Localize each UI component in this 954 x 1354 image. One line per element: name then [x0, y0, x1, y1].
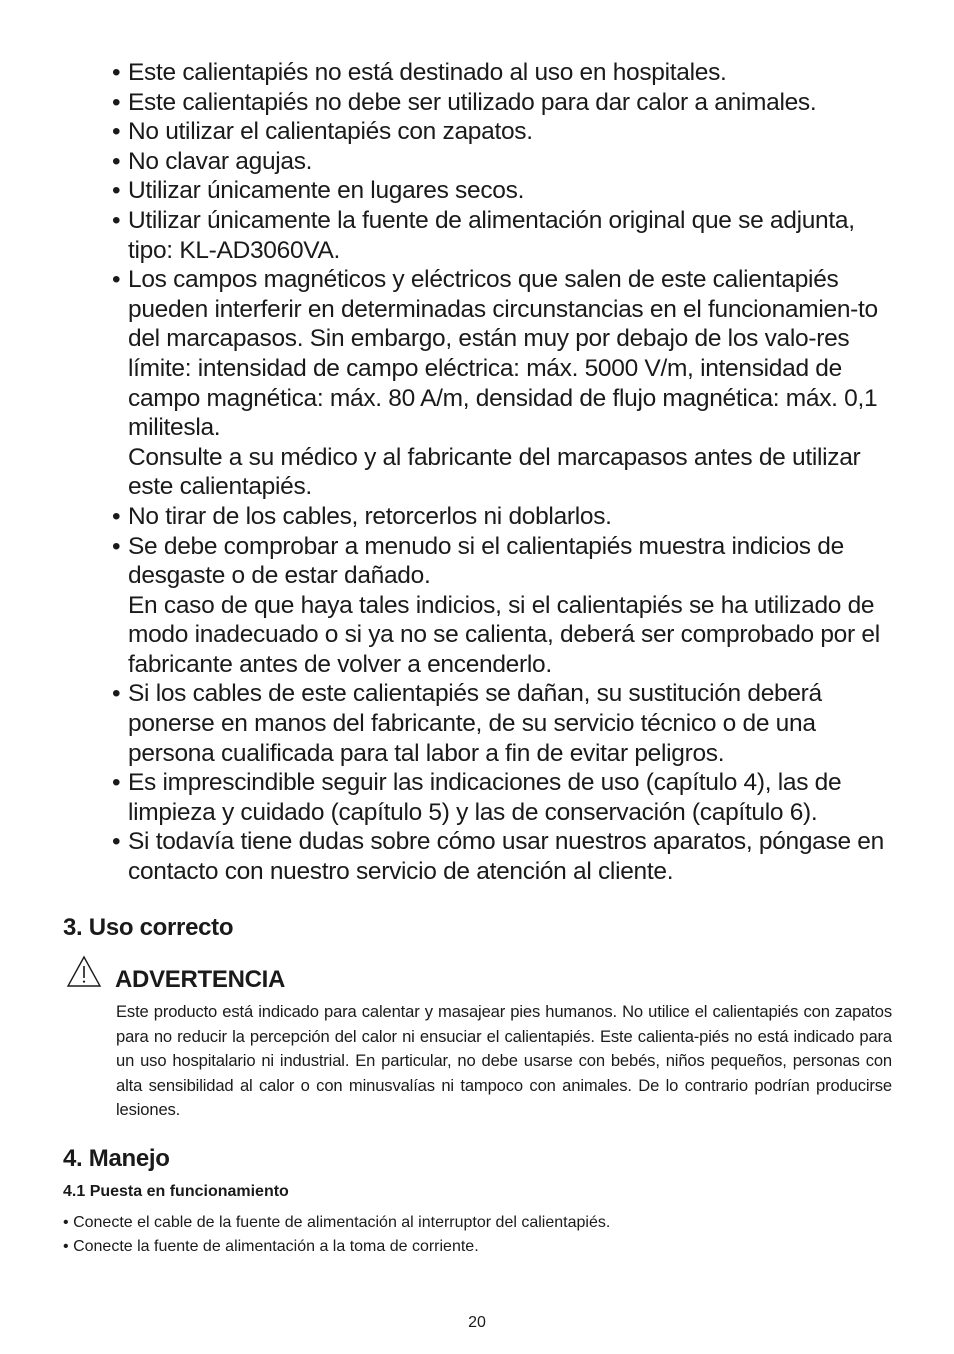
- safety-bullet-list: [112, 58, 902, 887]
- bullet-glyph: •: [112, 118, 121, 146]
- bullet-glyph: •: [112, 828, 121, 856]
- bullet-glyph: •: [112, 147, 121, 175]
- list-item: [112, 768, 902, 827]
- list-item-text: No utilizar el calientapiés con zapatos.: [128, 118, 533, 146]
- list-item: [112, 679, 902, 768]
- list-item: [112, 502, 902, 532]
- list-item-text: Conecte el cable de la fuente de alimentación al interruptor del calientapiés.: [73, 1214, 611, 1231]
- list-item: [112, 117, 902, 147]
- warning-title: ADVERTENCIA: [115, 966, 286, 993]
- warning-triangle-icon: [66, 955, 102, 988]
- warning-text: Este producto está indicado para calentar y masajear pies humanos. No utilice el calientapiés con zapatos para no reducir la percepción del calor ni ensuciar el calientapiés. Este calienta-piés no está indicado para un uso hospitalario ni industrial. En particular, no debe usarse con bebés, niños pequeños, personas con alta sensibilidad al calor o con minusvalías ni tampoco con animales. De lo contrario podrían producirse lesiones.: [116, 1002, 892, 1119]
- list-item-text: Este calientapiés no está destinado al uso en hospitales.: [128, 59, 727, 86]
- list-item-text: Si todavía tiene dudas sobre cómo usar nuestros aparatos, póngase en contacto con nuestro servicio de atención al cliente.: [128, 828, 884, 886]
- bullet-glyph: •: [112, 532, 121, 560]
- list-item-text: Conecte la fuente de alimentación a la toma de corriente.: [73, 1238, 479, 1255]
- warning-header: [66, 955, 286, 993]
- bullet-glyph: •: [112, 206, 121, 234]
- list-item-text: Si los cables de este calientapiés se dañan, su sustitución deberá ponerse en manos del fabricante, de su servicio técnico o de una persona cualificada para tal labor a fin de evitar peligros.: [128, 680, 822, 767]
- section-heading-manejo: 4. Manejo: [63, 1145, 170, 1172]
- list-item: [112, 827, 902, 886]
- bullet-glyph: •: [112, 177, 121, 205]
- section-heading-uso-correcto: 3. Uso correcto: [63, 914, 234, 941]
- bullet-glyph: •: [112, 59, 121, 86]
- bullet-glyph: •: [112, 502, 121, 530]
- list-item-text: Este calientapiés no debe ser utilizado para dar calor a animales.: [128, 88, 817, 116]
- list-item: [112, 147, 902, 177]
- list-item-text: Utilizar únicamente en lugares secos.: [128, 177, 525, 205]
- bullet-glyph: •: [112, 680, 121, 708]
- list-item-paragraph: Consulte a su médico y al fabricante del marcapasos antes de utilizar este calientapiés.: [128, 443, 861, 501]
- bullet-glyph: •: [63, 1238, 69, 1255]
- list-item-text: No tirar de los cables, retorcerlos ni doblarlos.: [128, 502, 612, 530]
- bullet-glyph: •: [63, 1214, 69, 1231]
- list-item: [112, 532, 902, 680]
- list-item-text: Los campos magnéticos y eléctricos que salen de este calientapiés pueden interferir en determinadas circunstancias en el funcionamien-to del marcapasos. Sin embargo, están muy por debajo de los valo-res límite: intensidad de campo eléctrica: máx. 5000 V/m, intensidad de campo magnética: máx. 80 A/m, densidad de flujo magnética: máx. 0,1 militesla.: [128, 266, 878, 442]
- list-item: [63, 1235, 610, 1259]
- list-item: [112, 206, 902, 265]
- bullet-glyph: •: [112, 266, 121, 294]
- subsection-heading-puesta-en-funcionamiento: 4.1 Puesta en funcionamiento: [63, 1183, 289, 1200]
- list-item-text: No clavar agujas.: [128, 147, 313, 175]
- bullet-glyph: •: [112, 769, 121, 797]
- bullet-glyph: •: [112, 88, 121, 116]
- operation-steps-list: [63, 1211, 610, 1259]
- list-item: [112, 176, 902, 206]
- list-item: [112, 58, 902, 88]
- list-item: [63, 1211, 610, 1235]
- list-item-text: Es imprescindible seguir las indicaciones de uso (capítulo 4), las de limpieza y cuidado (capítulo 5) y las de conservación (capítulo 6).: [128, 769, 842, 826]
- list-item-text: Se debe comprobar a menudo si el calientapiés muestra indicios de desgaste o de estar dañado.: [128, 532, 844, 590]
- list-item-text: Utilizar únicamente la fuente de alimentación original que se adjunta, tipo: KL-AD3060VA.: [128, 206, 855, 264]
- list-item: [112, 265, 902, 502]
- list-item: [112, 88, 902, 118]
- page-number: 20: [468, 1314, 486, 1331]
- list-item-paragraph: En caso de que haya tales indicios, si el calientapiés se ha utilizado de modo inadecuado o si ya no se calienta, deberá ser comprobado por el fabricante antes de volver a encenderlo.: [128, 591, 880, 678]
